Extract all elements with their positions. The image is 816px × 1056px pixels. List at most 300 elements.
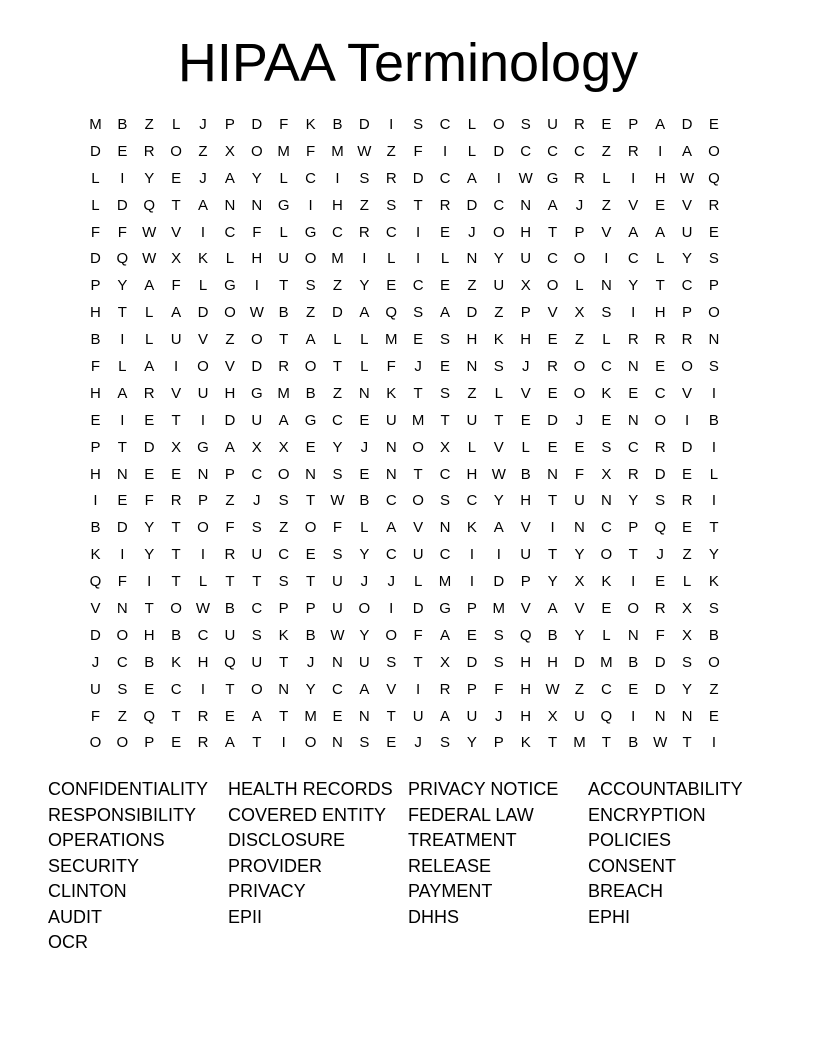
grid-letter: I xyxy=(469,546,474,564)
grid-letter: R xyxy=(547,357,558,375)
grid-letter: C xyxy=(627,438,639,456)
grid-letter: A xyxy=(655,223,666,241)
grid-letter: K xyxy=(305,115,316,133)
grid-letter: M xyxy=(304,707,317,725)
grid-letter: J xyxy=(387,573,395,591)
grid-letter: S xyxy=(413,115,424,133)
grid-letter: I xyxy=(120,169,125,187)
grid-letter: R xyxy=(627,465,639,483)
grid-letter: F xyxy=(117,573,127,591)
grid-letter: L xyxy=(655,250,665,268)
grid-letter: U xyxy=(332,573,343,591)
grid-letter: X xyxy=(171,250,182,268)
grid-letter: H xyxy=(90,304,101,322)
grid-letter: W xyxy=(142,250,157,268)
grid-letter: X xyxy=(601,465,612,483)
grid-letter: C xyxy=(305,169,316,187)
grid-letter: A xyxy=(359,304,370,322)
grid-letter: S xyxy=(359,169,370,187)
word-list-item: PAYMENT xyxy=(408,881,493,901)
grid-letter: R xyxy=(385,169,397,187)
grid-letter: C xyxy=(600,357,612,375)
grid-letter: E xyxy=(520,411,531,429)
word-list-item: TREATMENT xyxy=(408,830,517,850)
grid-letter: Q xyxy=(654,519,666,537)
grid-letter: R xyxy=(143,384,155,402)
grid-letter: O xyxy=(385,626,398,644)
grid-letter: S xyxy=(493,357,504,375)
grid-letter: T xyxy=(413,384,423,402)
grid-letter: O xyxy=(654,411,666,429)
grid-letter: H xyxy=(654,169,666,187)
grid-letter: L xyxy=(360,519,369,537)
grid-letter: I xyxy=(389,599,394,617)
grid-letter: N xyxy=(627,357,639,375)
grid-letter: H xyxy=(466,465,478,483)
grid-letter: T xyxy=(440,411,450,429)
grid-letter: D xyxy=(466,196,478,214)
word-list-item: OPERATIONS xyxy=(48,830,165,850)
grid-letter: T xyxy=(601,734,611,752)
grid-letter: S xyxy=(493,626,504,644)
grid-letter: L xyxy=(279,169,288,187)
grid-letter: C xyxy=(170,680,182,698)
grid-letter: O xyxy=(304,734,317,752)
grid-letter: Z xyxy=(359,196,369,214)
grid-letter: I xyxy=(416,250,421,268)
grid-letter: E xyxy=(708,223,719,241)
grid-letter: L xyxy=(225,250,235,268)
grid-letter: Z xyxy=(305,304,316,322)
grid-letter: L xyxy=(360,357,369,375)
grid-letter: B xyxy=(708,626,719,644)
grid-letter: Y xyxy=(574,626,585,644)
grid-letter: N xyxy=(627,411,639,429)
grid-letter: A xyxy=(144,277,155,295)
grid-letter: A xyxy=(493,519,504,537)
grid-letter: P xyxy=(493,734,504,752)
grid-letter: T xyxy=(225,680,235,698)
grid-letter: Z xyxy=(467,277,477,295)
grid-letter: L xyxy=(91,169,100,187)
grid-letter: M xyxy=(492,599,506,617)
grid-letter: O xyxy=(89,734,102,752)
grid-letter: Q xyxy=(224,653,236,671)
grid-letter: C xyxy=(547,250,558,268)
grid-letter: M xyxy=(384,331,398,349)
grid-letter: E xyxy=(171,169,182,187)
grid-letter: E xyxy=(655,357,666,375)
grid-letter: D xyxy=(466,653,478,671)
grid-letter: I xyxy=(442,142,448,160)
grid-letter: O xyxy=(116,626,129,644)
word-list-item: CONFIDENTIALITY xyxy=(48,779,209,799)
grid-letter: U xyxy=(547,115,558,133)
grid-letter: O xyxy=(250,142,263,160)
grid-letter: A xyxy=(171,304,182,322)
grid-letter: O xyxy=(197,519,209,537)
grid-letter: E xyxy=(359,465,370,483)
grid-letter: C xyxy=(251,465,263,483)
grid-letter: I xyxy=(254,277,259,295)
grid-letter: C xyxy=(520,142,532,160)
grid-letter: T xyxy=(171,573,181,591)
grid-letter: L xyxy=(440,250,450,268)
grid-letter: D xyxy=(547,411,558,429)
grid-letter: N xyxy=(627,626,639,644)
grid-letter: R xyxy=(439,680,451,698)
grid-letter: Q xyxy=(143,707,156,725)
grid-letter: U xyxy=(466,707,478,725)
grid-letter: N xyxy=(708,331,720,349)
grid-letter: B xyxy=(90,331,101,349)
grid-letter: T xyxy=(413,465,423,483)
grid-letter: U xyxy=(466,411,478,429)
grid-letter: B xyxy=(332,115,343,133)
grid-letter: O xyxy=(627,599,640,617)
grid-letter: C xyxy=(251,599,263,617)
grid-letter: E xyxy=(655,196,666,214)
grid-letter: D xyxy=(90,250,101,268)
grid-letter: E xyxy=(440,277,451,295)
grid-letter: R xyxy=(143,142,155,160)
word-list-item: COVERED ENTITY xyxy=(228,804,387,825)
grid-letter: L xyxy=(467,142,477,160)
grid-letter: P xyxy=(144,734,155,752)
grid-letter: R xyxy=(278,357,290,375)
grid-letter: E xyxy=(359,411,370,429)
grid-letter: Q xyxy=(519,626,532,644)
grid-letter: W xyxy=(653,734,668,752)
grid-letter: C xyxy=(439,115,451,133)
grid-letter: G xyxy=(224,277,236,295)
grid-letter: Y xyxy=(359,626,370,644)
grid-letter: O xyxy=(116,734,129,752)
grid-letter: N xyxy=(116,465,128,483)
grid-letter: N xyxy=(305,465,316,483)
grid-letter: E xyxy=(440,357,451,375)
grid-letter: H xyxy=(90,465,101,483)
grid-letter: C xyxy=(224,223,236,241)
grid-letter: P xyxy=(198,492,209,510)
grid-letter: M xyxy=(89,115,102,133)
grid-letter: S xyxy=(440,331,451,349)
grid-letter: N xyxy=(466,250,478,268)
grid-letter: W xyxy=(249,304,264,322)
grid-letter: L xyxy=(602,331,611,349)
grid-letter: O xyxy=(304,357,317,375)
grid-letter: F xyxy=(413,142,423,160)
grid-letter: O xyxy=(546,277,559,295)
grid-letter: M xyxy=(277,142,290,160)
grid-letter: D xyxy=(681,115,693,133)
grid-letter: V xyxy=(682,384,693,402)
grid-letter: F xyxy=(494,680,504,698)
grid-letter: R xyxy=(654,331,666,349)
grid-letter: V xyxy=(413,519,424,537)
grid-letter: E xyxy=(708,115,719,133)
grid-letter: E xyxy=(601,115,612,133)
grid-letter: O xyxy=(600,546,613,564)
grid-letter: K xyxy=(708,573,719,591)
grid-letter: Y xyxy=(144,519,155,537)
word-list-item: CLINTON xyxy=(48,881,127,901)
grid-letter: S xyxy=(305,277,316,295)
grid-letter: Z xyxy=(117,707,127,725)
grid-letter: E xyxy=(144,680,155,698)
grid-letter: O xyxy=(304,250,317,268)
grid-letter: E xyxy=(144,465,155,483)
grid-letter: M xyxy=(277,384,290,402)
word-list-item: ACCOUNTABILITY xyxy=(588,779,743,799)
grid-letter: O xyxy=(573,357,586,375)
grid-letter: S xyxy=(278,492,289,510)
grid-letter: R xyxy=(170,492,182,510)
grid-letter: D xyxy=(90,142,101,160)
grid-letter: J xyxy=(360,438,369,456)
grid-letter: C xyxy=(385,223,397,241)
grid-letter: O xyxy=(250,331,263,349)
grid-letter: S xyxy=(117,680,128,698)
grid-letter: F xyxy=(90,223,101,241)
grid-letter: R xyxy=(439,196,451,214)
grid-letter: I xyxy=(711,492,717,510)
grid-letter: D xyxy=(493,142,505,160)
grid-letter: U xyxy=(278,250,290,268)
grid-letter: Y xyxy=(305,680,316,698)
grid-letter: P xyxy=(224,115,235,133)
grid-letter: T xyxy=(548,223,558,241)
grid-letter: P xyxy=(90,277,101,295)
grid-letter: C xyxy=(493,196,505,214)
grid-letter: E xyxy=(601,411,612,429)
grid-letter: I xyxy=(120,411,125,429)
grid-letter: L xyxy=(709,465,719,483)
grid-letter: B xyxy=(90,519,101,537)
grid-letter: Z xyxy=(574,331,585,349)
grid-letter: A xyxy=(440,707,451,725)
grid-letter: W xyxy=(545,680,560,698)
grid-letter: E xyxy=(547,384,558,402)
grid-letter: V xyxy=(628,196,639,214)
grid-letter: O xyxy=(492,223,505,241)
grid-letter: C xyxy=(466,492,478,510)
word-list-item: POLICIES xyxy=(588,830,672,850)
grid-letter: E xyxy=(466,626,477,644)
word-list-item: PRIVACY NOTICE xyxy=(408,779,559,799)
grid-letter: I xyxy=(389,115,394,133)
grid-letter: Z xyxy=(709,680,719,698)
grid-letter: A xyxy=(359,680,370,698)
grid-letter: Z xyxy=(332,384,343,402)
grid-letter: I xyxy=(93,492,98,510)
grid-letter: I xyxy=(711,438,717,456)
grid-letter: N xyxy=(439,519,451,537)
grid-letter: D xyxy=(251,357,263,375)
grid-letter: S xyxy=(520,115,531,133)
grid-letter: Y xyxy=(493,250,504,268)
grid-letter: V xyxy=(198,331,209,349)
grid-letter: V xyxy=(520,519,531,537)
grid-letter: D xyxy=(251,115,263,133)
grid-letter: A xyxy=(278,411,289,429)
grid-letter: A xyxy=(251,707,262,725)
grid-letter: B xyxy=(305,384,316,402)
word-list-item: RESPONSIBILITY xyxy=(48,804,197,825)
grid-letter: N xyxy=(332,653,343,671)
grid-letter: I xyxy=(496,546,501,564)
grid-letter: P xyxy=(628,115,639,133)
grid-letter: Y xyxy=(251,169,262,187)
grid-letter: B xyxy=(708,411,719,429)
grid-letter: O xyxy=(412,492,424,510)
grid-letter: V xyxy=(547,304,558,322)
grid-letter: N xyxy=(574,519,585,537)
grid-letter: U xyxy=(251,546,263,564)
grid-letter: E xyxy=(90,411,101,429)
grid-letter: U xyxy=(90,680,101,698)
grid-letter: T xyxy=(413,196,423,214)
grid-letter: H xyxy=(466,331,478,349)
grid-letter: L xyxy=(467,438,477,456)
grid-letter: T xyxy=(332,357,343,375)
grid-letter: Q xyxy=(143,196,156,214)
grid-letter: I xyxy=(496,169,501,187)
grid-letter: X xyxy=(440,653,451,671)
grid-letter: N xyxy=(385,465,397,483)
grid-letter: P xyxy=(224,465,235,483)
grid-letter: C xyxy=(278,546,290,564)
grid-letter: F xyxy=(144,492,154,510)
grid-letter: N xyxy=(600,492,612,510)
grid-letter: F xyxy=(279,115,289,133)
grid-letter: Y xyxy=(144,546,155,564)
grid-letter: J xyxy=(360,573,369,591)
grid-letter: G xyxy=(277,196,290,214)
grid-letter: D xyxy=(654,680,666,698)
grid-letter: A xyxy=(547,599,558,617)
grid-letter: B xyxy=(628,653,639,671)
grid-letter: L xyxy=(279,223,288,241)
word-list xyxy=(48,777,768,956)
grid-letter: T xyxy=(144,599,154,617)
grid-letter: A xyxy=(305,331,316,349)
grid-letter: V xyxy=(493,438,504,456)
grid-letter: I xyxy=(631,707,636,725)
grid-letter: O xyxy=(708,304,720,322)
grid-letter: W xyxy=(195,599,211,617)
grid-letter: R xyxy=(627,142,639,160)
grid-letter: O xyxy=(573,250,586,268)
grid-letter: Y xyxy=(628,277,639,295)
grid-letter: Y xyxy=(359,546,370,564)
grid-letter: T xyxy=(548,492,558,510)
letter-grid xyxy=(82,111,727,756)
grid-letter: C xyxy=(197,626,209,644)
grid-letter: H xyxy=(520,223,532,241)
grid-letter: A xyxy=(386,519,397,537)
word-list-item: OCR xyxy=(48,932,88,952)
grid-letter: S xyxy=(493,653,504,671)
grid-letter: T xyxy=(548,546,558,564)
grid-letter: D xyxy=(681,438,693,456)
grid-letter: A xyxy=(655,115,666,133)
word-list-item: EPII xyxy=(228,906,263,927)
grid-letter: F xyxy=(90,707,101,725)
grid-letter: C xyxy=(439,546,451,564)
grid-letter: L xyxy=(198,277,208,295)
grid-letter: I xyxy=(711,734,717,752)
grid-letter: E xyxy=(628,384,639,402)
grid-letter: F xyxy=(655,626,665,644)
grid-letter: R xyxy=(681,492,693,510)
grid-letter: C xyxy=(332,680,343,698)
grid-letter: M xyxy=(331,142,344,160)
grid-letter: O xyxy=(573,384,586,402)
grid-letter: P xyxy=(466,599,477,617)
grid-letter: W xyxy=(330,626,345,644)
grid-letter: O xyxy=(358,599,371,617)
grid-letter: H xyxy=(251,250,263,268)
grid-letter: N xyxy=(116,599,128,617)
grid-letter: U xyxy=(412,546,424,564)
grid-letter: U xyxy=(251,411,263,429)
grid-letter: A xyxy=(224,169,235,187)
grid-letter: H xyxy=(332,196,343,214)
grid-letter: C xyxy=(627,250,639,268)
grid-letter: J xyxy=(575,196,584,214)
grid-letter: S xyxy=(332,465,343,483)
grid-letter: L xyxy=(333,331,342,349)
grid-letter: I xyxy=(147,573,152,591)
grid-letter: T xyxy=(279,277,289,295)
grid-letter: O xyxy=(170,599,182,617)
grid-letter: A xyxy=(440,626,451,644)
grid-letter: T xyxy=(682,734,692,752)
grid-letter: A xyxy=(224,734,235,752)
grid-letter: E xyxy=(628,680,639,698)
grid-letter: N xyxy=(600,277,612,295)
grid-letter: Q xyxy=(385,304,398,322)
grid-letter: W xyxy=(679,169,695,187)
grid-letter: I xyxy=(200,411,206,429)
grid-letter: D xyxy=(412,599,424,617)
grid-letter: G xyxy=(197,438,209,456)
grid-letter: F xyxy=(252,223,262,241)
grid-letter: T xyxy=(171,519,181,537)
grid-letter: E xyxy=(547,438,558,456)
word-list-item: SECURITY xyxy=(48,855,140,876)
grid-letter: W xyxy=(518,169,533,187)
grid-letter: A xyxy=(440,304,451,322)
grid-letter: C xyxy=(332,223,343,241)
grid-letter: S xyxy=(440,734,451,752)
grid-letter: V xyxy=(520,384,531,402)
grid-letter: D xyxy=(90,626,101,644)
grid-letter: F xyxy=(413,626,423,644)
word-list-item: CONSENT xyxy=(588,855,677,876)
grid-letter: T xyxy=(279,653,289,671)
grid-letter: M xyxy=(331,250,344,268)
grid-letter: E xyxy=(413,331,424,349)
grid-letter: U xyxy=(385,411,397,429)
grid-letter: D xyxy=(466,304,478,322)
grid-letter: S xyxy=(601,304,612,322)
grid-letter: O xyxy=(197,357,209,375)
grid-letter: L xyxy=(682,573,692,591)
grid-letter: L xyxy=(118,357,127,375)
grid-letter: Z xyxy=(225,331,235,349)
